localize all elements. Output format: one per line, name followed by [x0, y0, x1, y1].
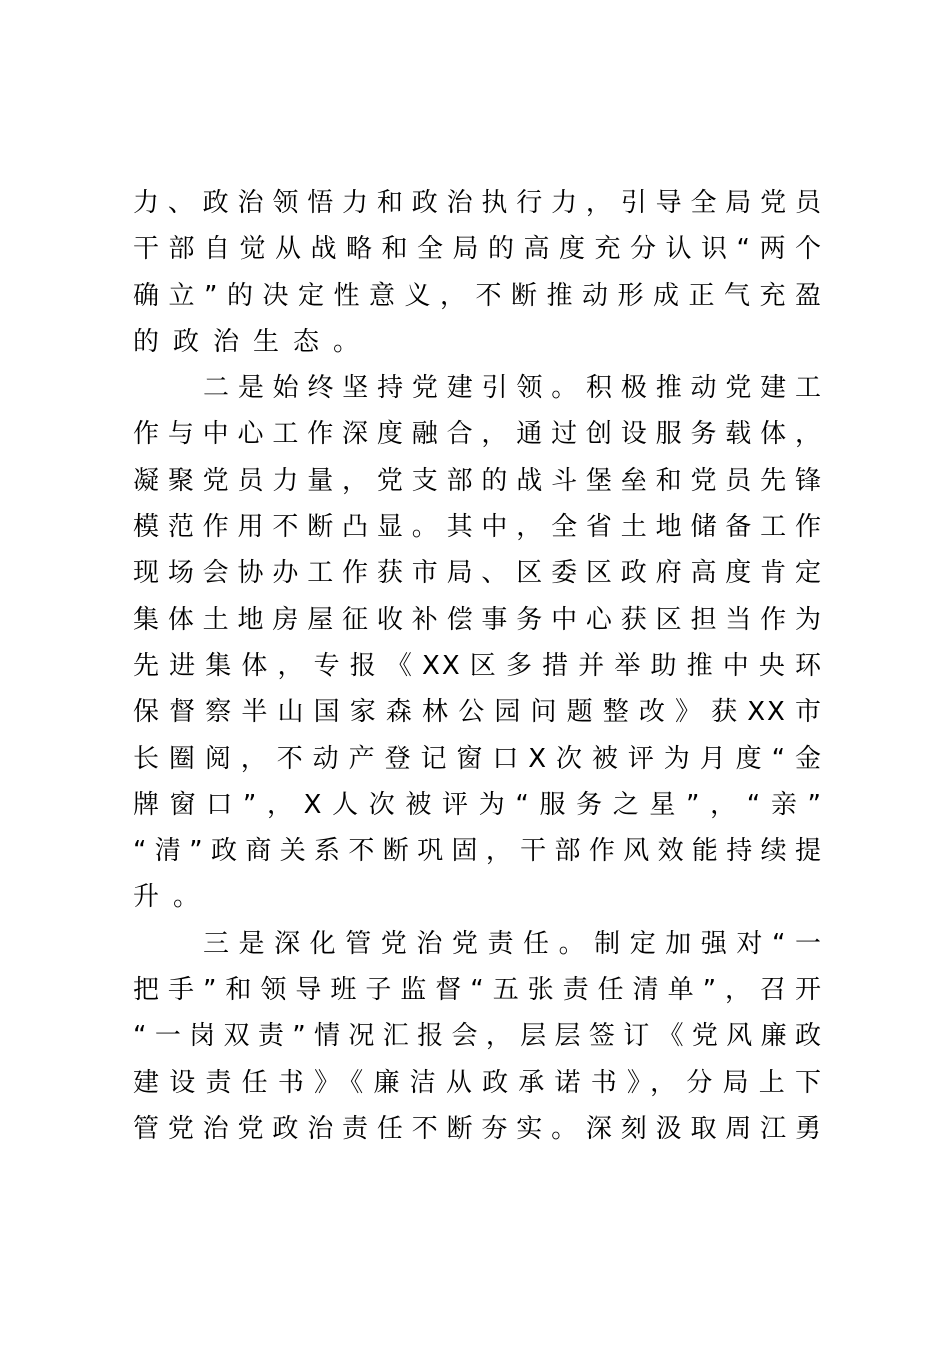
text-line	[133, 1060, 823, 1106]
text-line-content: 先进集体，专报《XX区多措并举助推中央环	[133, 650, 823, 681]
text-line	[133, 689, 823, 735]
text-line-content: 升。	[133, 882, 214, 913]
text-line-content: 长圈阅，不动产登记窗口X次被评为月度“金	[133, 743, 823, 774]
text-line-content: 力、政治领悟力和政治执行力，引导全局党员	[133, 188, 823, 218]
text-line	[133, 1013, 823, 1059]
paragraph-first-line	[133, 921, 823, 967]
text-line-content: 现场会协办工作获市局、区委区政府高度肯定	[133, 558, 823, 589]
text-line-content: 模范作用不断凸显。其中，全省土地储备工作	[133, 512, 823, 543]
text-line-content: 干部自觉从战略和全局的高度充分认识“两个	[133, 234, 823, 265]
text-line-content: 牌窗口”，X人次被评为“服务之星”，“亲”	[133, 789, 823, 820]
text-line	[133, 550, 823, 596]
text-line	[133, 180, 823, 226]
text-line	[133, 597, 823, 643]
text-line	[133, 967, 823, 1013]
text-line-content: 集体土地房屋征收补偿事务中心获区担当作为	[133, 604, 823, 635]
text-line	[133, 319, 823, 365]
text-line-content: 二是始终坚持党建引领。积极推动党建工	[203, 373, 823, 404]
text-line	[133, 828, 823, 874]
text-line	[133, 458, 823, 504]
text-line-content: 三是深化管党治党责任。制定加强对“一	[203, 928, 823, 959]
text-line-content: 建设责任书》《廉洁从政承诺书》，分局上下	[133, 1067, 823, 1098]
text-line-content: “清”政商关系不断巩固，干部作风效能持续提	[133, 836, 823, 867]
text-line-content: 凝聚党员力量，党支部的战斗堡垒和党员先锋	[133, 465, 823, 496]
text-line	[133, 273, 823, 319]
text-line	[133, 643, 823, 689]
text-line	[133, 411, 823, 457]
text-line	[133, 874, 823, 920]
text-line-content: 作与中心工作深度融合，通过创设服务载体，	[133, 419, 823, 450]
text-line-content: 管党治党政治责任不断夯实。深刻汲取周江勇	[133, 1113, 823, 1144]
text-line-content: 确立”的决定性意义，不断推动形成正气充盈	[133, 280, 823, 311]
text-line-content: “一岗双责”情况汇报会，层层签订《党风廉政	[133, 1021, 823, 1052]
text-line-content: 的政治生态。	[133, 326, 374, 357]
text-line	[133, 226, 823, 272]
text-line	[133, 1106, 823, 1152]
text-line	[133, 782, 823, 828]
paragraph-first-line	[133, 365, 823, 411]
text-line	[133, 736, 823, 782]
text-line-content: 把手”和领导班子监督“五张责任清单”，召开	[133, 975, 823, 1006]
text-line	[133, 504, 823, 550]
text-line-content: 保督察半山国家森林公园问题整改》获XX市	[133, 697, 823, 728]
body-text	[133, 180, 823, 1152]
